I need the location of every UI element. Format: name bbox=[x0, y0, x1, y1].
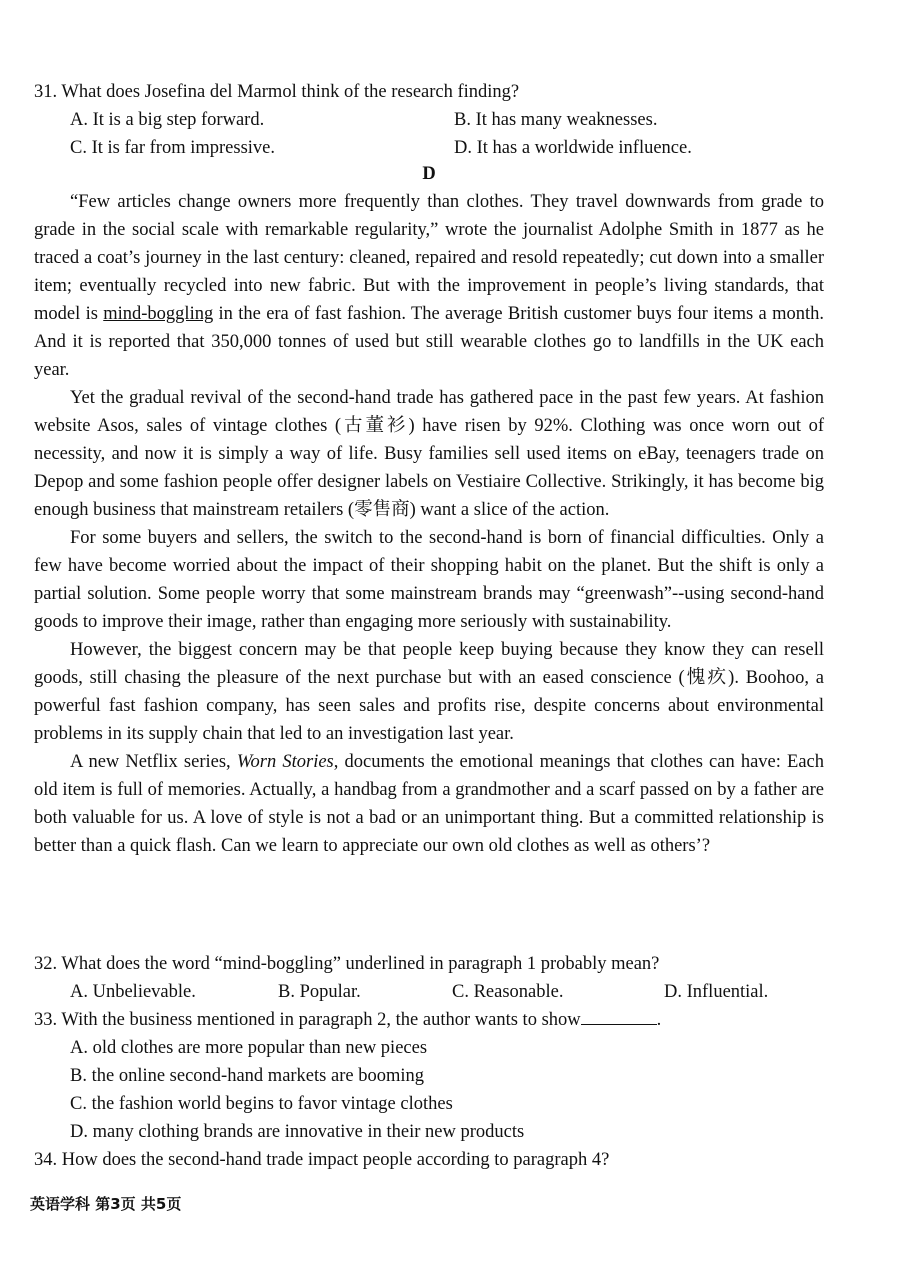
page-footer: 英语学科 第3页 共5页 bbox=[30, 1195, 182, 1213]
paragraph-1-text-a: “Few articles change owners more frequently than clothes. They travel downwards from grade to grade in the social scale with remarkable regularity,” wrote the journalist Adolphe Smith in 1877 as he traced a coat’s journey in the last century: cleaned, repaired and resold repeatedly; cut down into a smaller item; eventually recycled into new fabric. But with the improvement in people’s living standards, that model is bbox=[34, 192, 824, 324]
series-title: Worn Stories bbox=[236, 752, 334, 772]
paragraph-5 bbox=[34, 748, 824, 860]
question-34 bbox=[34, 1146, 824, 1174]
option-31-b: B. It has many weaknesses. bbox=[454, 110, 658, 130]
question-33-stem: 33. With the business mentioned in paragraph 2, the author wants to show bbox=[34, 1010, 581, 1030]
passage-d bbox=[34, 160, 824, 860]
option-32-d: D. Influential. bbox=[664, 982, 769, 1002]
option-33-d: D. many clothing brands are innovative in their new products bbox=[70, 1122, 525, 1142]
answer-blank bbox=[581, 1006, 657, 1025]
underlined-word: mind-boggling bbox=[103, 304, 214, 324]
option-32-c: C. Reasonable. bbox=[452, 982, 564, 1002]
paragraph-1-text-b: in the era of fast fashion. The average British customer buys four items a month. And it is reported that 350,000 tonnes of used but still wearable clothes go to landfills in the UK each year. bbox=[34, 304, 824, 380]
question-33 bbox=[34, 1006, 824, 1146]
option-31-a: A. It is a big step forward. bbox=[70, 110, 265, 130]
question-32-stem: 32. What does the word “mind-boggling” underlined in paragraph 1 probably mean? bbox=[34, 954, 660, 974]
section-label: D bbox=[422, 164, 436, 184]
option-33-a: A. old clothes are more popular than new pieces bbox=[70, 1038, 428, 1058]
question-34-stem: 34. How does the second-hand trade impact people according to paragraph 4? bbox=[34, 1150, 610, 1170]
question-33-options bbox=[34, 1034, 824, 1146]
paragraph-2: Yet the gradual revival of the second-hand trade has gathered pace in the past few years. At fashion website Asos, sales of vintage clothes (古董衫) have risen by 92%. Clothing was once worn out of necessity, and now it is simply a way of life. Busy families sell used items on eBay, teenagers trade on Depop and some fashion people offer designer labels on Vestiaire Collective. Strikingly, it has become big enough business that mainstream retailers (零售商) want a slice of the action. bbox=[34, 388, 824, 520]
question-32 bbox=[34, 950, 824, 1006]
question-31-options bbox=[34, 106, 824, 162]
paragraph-3: For some buyers and sellers, the switch to the second-hand is born of financial difficulties. Only a few have become worried about the impact of their shopping habit on the planet. But the shift is only a partial solution. Some people worry that some mainstream brands may “greenwash”--using second-hand goods to improve their image, rather than engaging more seriously with sustainability. bbox=[34, 528, 824, 632]
question-31 bbox=[34, 78, 824, 162]
question-33-stem-line bbox=[34, 1006, 824, 1034]
option-32-b: B. Popular. bbox=[278, 982, 361, 1002]
option-32-a: A. Unbelievable. bbox=[70, 982, 196, 1002]
paragraph-4: However, the biggest concern may be that people keep buying because they know they can resell goods, still chasing the pleasure of the next purchase but with an eased conscience (愧疚). Boohoo, a powerful fast fashion company, has seen sales and profits rise, despite concerns about environmental problems in its supply chain that led to an investigation last year. bbox=[34, 640, 824, 744]
option-31-d: D. It has a worldwide influence. bbox=[454, 138, 692, 158]
option-33-b: B. the online second-hand markets are booming bbox=[70, 1066, 424, 1086]
question-33-stem-end: . bbox=[656, 1010, 662, 1030]
option-33-c: C. the fashion world begins to favor vintage clothes bbox=[70, 1094, 453, 1114]
question-32-options bbox=[34, 978, 824, 1006]
paragraph-5-text-a: A new Netflix series, bbox=[70, 752, 237, 772]
paragraph-5-text-b: , documents the emotional meanings that clothes can have: Each old item is full of memories. Actually, a handbag from a grandmother and a scarf passed on by a father are both valuable for us. A love of style is not a bad or an unimportant thing. But a committed relationship is better than a quick flash. Can we learn to appreciate our own old clothes as well as others’? bbox=[34, 752, 824, 856]
paragraph-1 bbox=[34, 188, 824, 384]
question-31-stem: 31. What does Josefina del Marmol think of the research finding? bbox=[34, 82, 520, 102]
option-31-c: C. It is far from impressive. bbox=[70, 138, 275, 158]
